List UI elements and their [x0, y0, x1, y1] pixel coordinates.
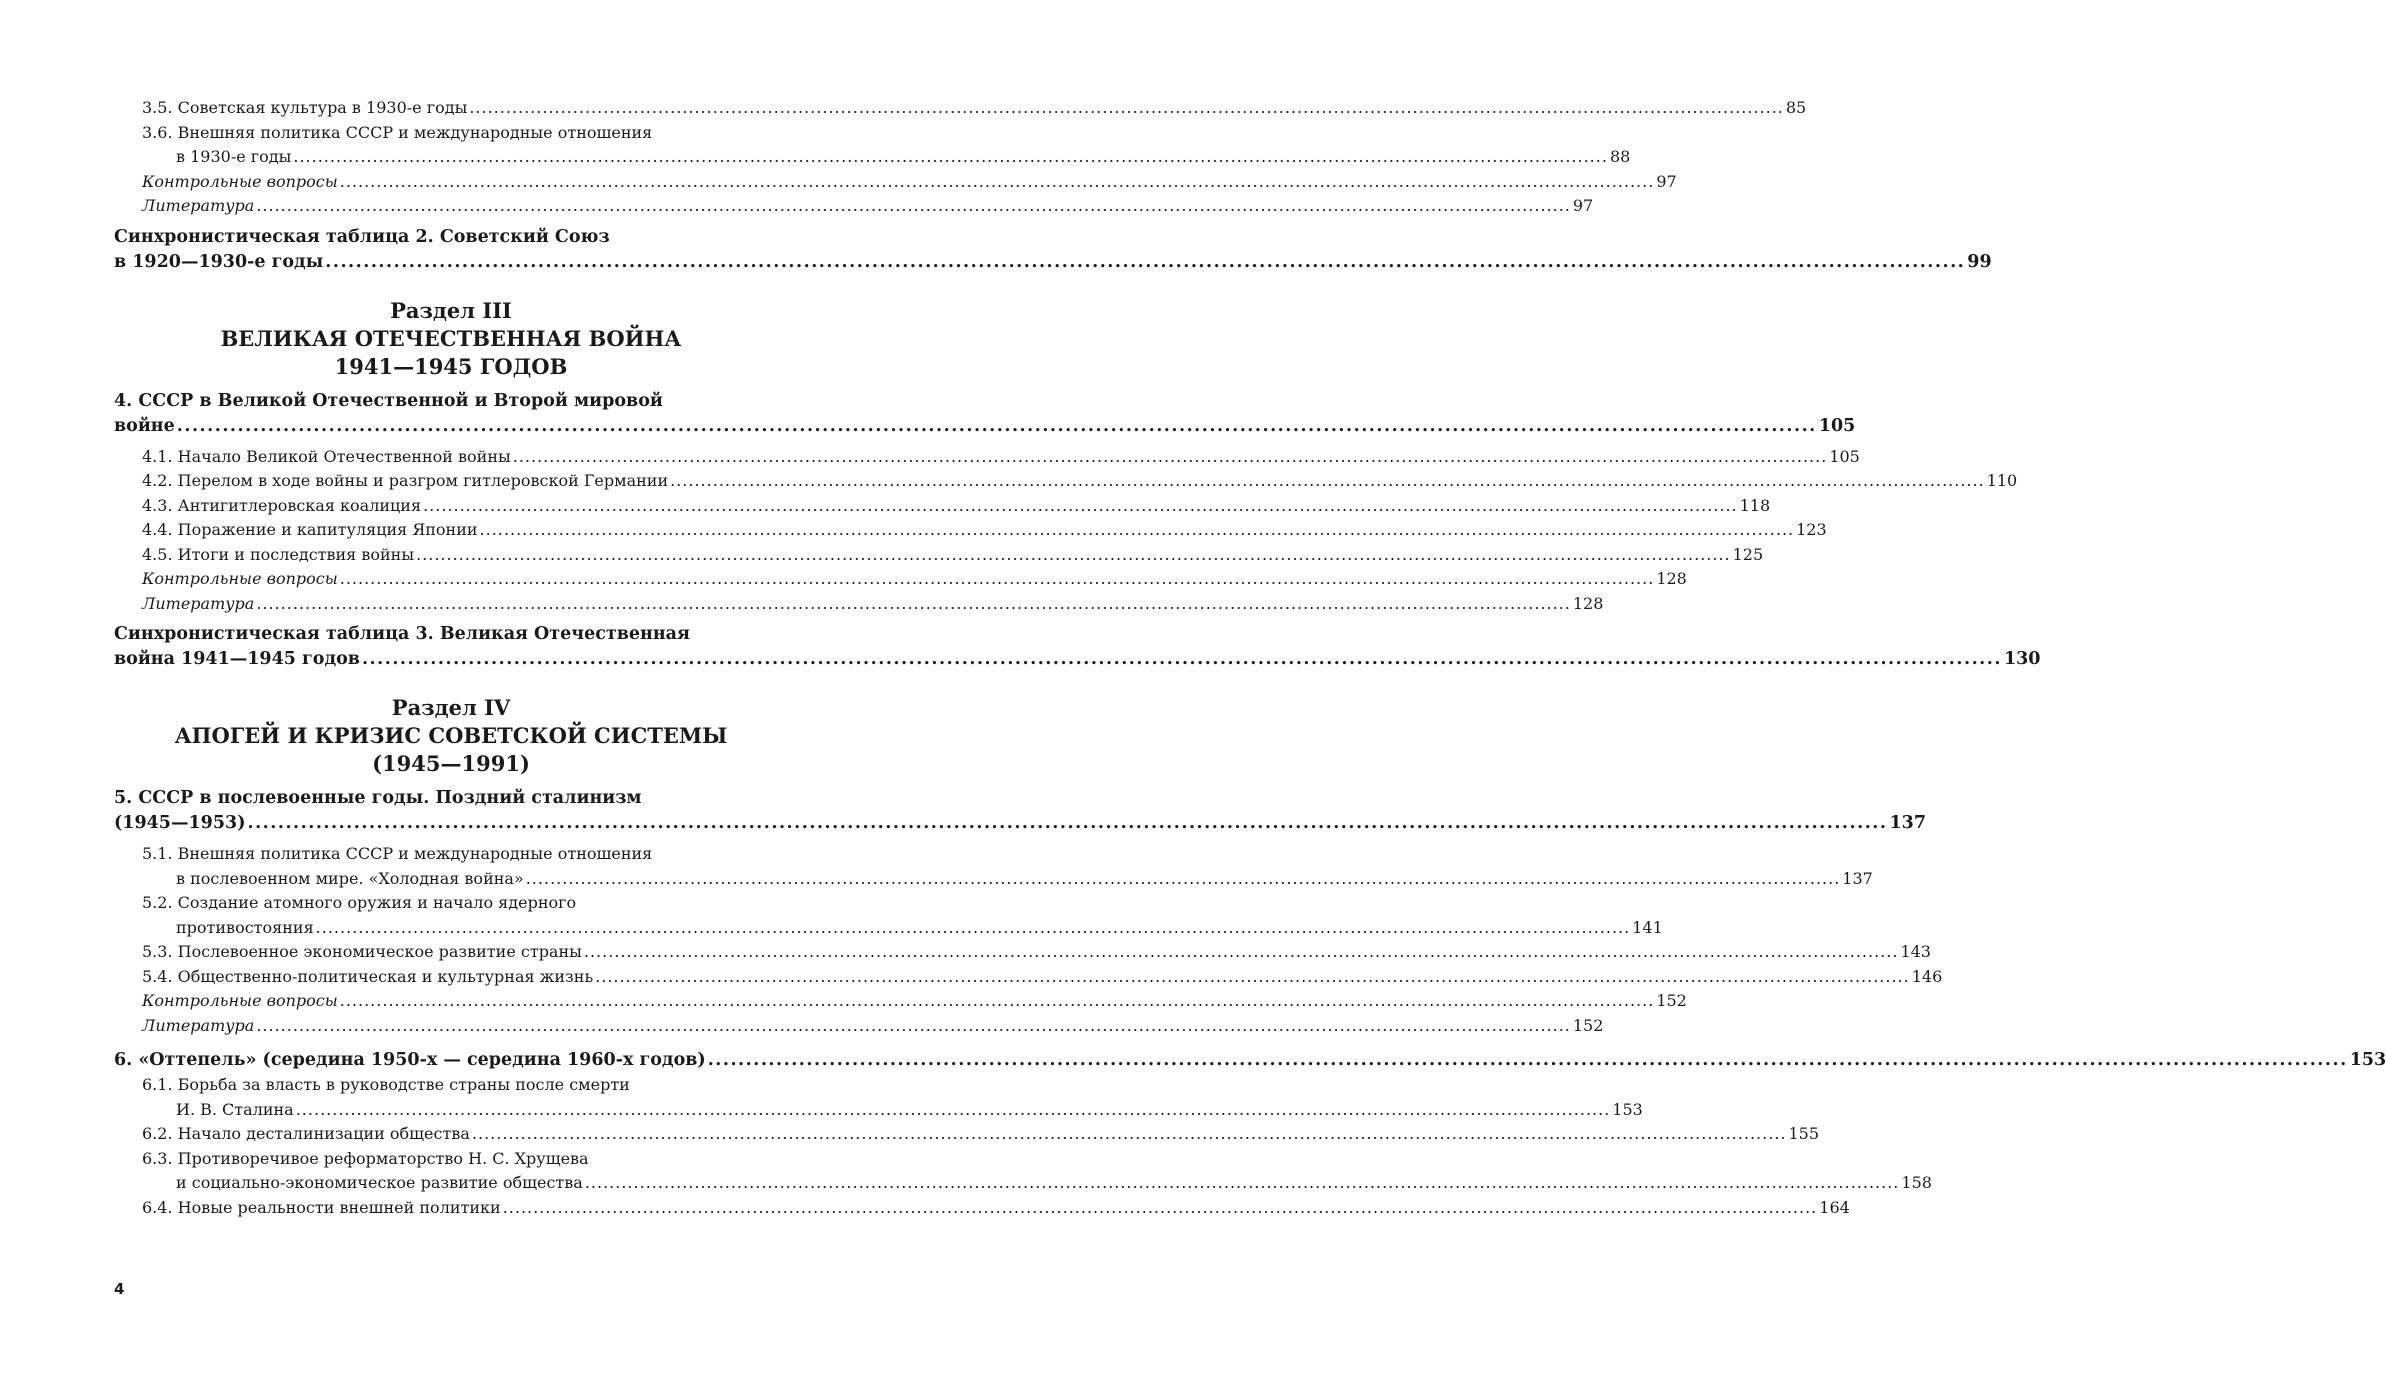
toc-entry-literature[interactable]: Литература ..... 128: [114, 592, 788, 617]
entry-page: 130: [2003, 649, 2041, 669]
entry-title-cont: войне: [114, 415, 175, 436]
entry-page: 152: [1572, 1015, 1604, 1035]
toc-entry-5-3[interactable]: 5.3. Послевоенное экономическое развитие страны ..... 143: [114, 940, 788, 965]
entry-title-cont: (1945—1953): [114, 813, 246, 833]
toc-entry-4-3[interactable]: 4.3. Антигитлеровская коалиция ..... 118: [114, 494, 788, 519]
entry-page: 137: [1842, 868, 1873, 888]
entry-page: 128: [1656, 569, 1687, 588]
chapter6-items: [114, 1073, 1932, 1220]
chapter4-items: [114, 445, 2018, 617]
toc-entry-questions[interactable]: Контрольные вопросы ..... 128: [114, 567, 788, 592]
entry-page: 146: [1911, 966, 1943, 986]
entry-title: 4. СССР в Великой Отечественной и Второй мировой: [114, 390, 663, 411]
chapter5-items: [114, 842, 1943, 1038]
toc-entry-5-4[interactable]: 5.4. Общественно-политическая и культурная жизнь ..... 146: [114, 965, 788, 990]
entry-title-cont: война 1941—1945 годов: [114, 649, 360, 669]
entry-page: 153: [1612, 1099, 1643, 1119]
toc-entry-6-4[interactable]: 6.4. Новые реальности внешней политики ..... 164: [114, 1196, 788, 1221]
chapter3-items: [114, 96, 1807, 219]
entry-page: 123: [1796, 520, 1827, 539]
entry-title: Синхронистическая таблица 3. Великая Отечественная: [114, 624, 690, 644]
toc-entry-4-5[interactable]: 4.5. Итоги и последствия войны ..... 125: [114, 543, 788, 568]
toc-chapter-5[interactable]: [114, 786, 1927, 836]
entry-title: Контрольные вопросы: [142, 171, 338, 191]
toc-entry-literature[interactable]: Литература ..... 152: [114, 1014, 788, 1039]
toc-entry-3-6[interactable]: [114, 121, 1631, 170]
section-heading-3: Раздел III ВЕЛИКАЯ ОТЕЧЕСТВЕННАЯ ВОЙНА 1941—1945 ГОДОВ: [220, 297, 682, 379]
entry-title: 6. «Оттепель» (середина 1950-х — середина 1960-х годов): [114, 1050, 706, 1070]
entry-page: 152: [1656, 991, 1687, 1010]
entry-title: Литература: [142, 196, 255, 215]
entry-title: Синхронистическая таблица 2. Советский Союз: [114, 226, 610, 247]
entry-page: 97: [1572, 196, 1594, 215]
toc-chapter-4[interactable]: [114, 389, 1856, 439]
entry-page: 105: [1818, 415, 1856, 436]
entry-title-cont: в 1930-е годы: [176, 147, 292, 166]
toc-chapter-6[interactable]: [114, 1048, 2386, 1073]
toc-entry-5-2[interactable]: 5.2. Создание атомного оружия и начало ядерного противостояния ..... 141: [114, 891, 788, 940]
toc-entry-table3[interactable]: [114, 622, 2041, 672]
entry-page: 97: [1656, 171, 1677, 191]
entry-page: 143: [1900, 942, 1931, 961]
toc-entry-4-1[interactable]: 4.1. Начало Великой Отечественной войны ..... 105: [114, 445, 788, 470]
entry-page: 153: [2349, 1050, 2386, 1070]
entry-page: 158: [1901, 1173, 1932, 1192]
toc-entry-4-2[interactable]: 4.2. Перелом в ходе войны и разгром гитлеровской Германии ..... 110: [114, 469, 788, 494]
entry-page: 105: [1829, 446, 1860, 466]
entry-title-cont: в 1920—1930-е годы: [114, 251, 324, 272]
entry-page: 128: [1572, 593, 1604, 613]
entry-page: 155: [1788, 1124, 1819, 1143]
toc-entry-questions[interactable]: Контрольные вопросы ..... 152: [114, 989, 788, 1014]
toc-entry-table2[interactable]: [114, 225, 1992, 275]
page-number: 4: [114, 1280, 125, 1298]
entry-page: 125: [1732, 544, 1764, 564]
entry-page: 85: [1785, 98, 1807, 117]
toc-entry-6-2[interactable]: 6.2. Начало десталинизации общества ..... 155: [114, 1122, 788, 1147]
toc-entry-literature[interactable]: [114, 194, 1594, 219]
entry-page: 118: [1739, 495, 1771, 515]
toc-entry-6-3[interactable]: 6.3. Противоречивое реформаторство Н. С. Хрущева и социально-экономическое развитие общества ..... 158: [114, 1147, 788, 1196]
entry-page: 164: [1819, 1197, 1850, 1217]
entry-title: 3.6. Внешняя политика СССР и международные отношения: [142, 122, 653, 142]
entry-page: 88: [1609, 147, 1631, 166]
entry-page: 110: [1986, 471, 2018, 490]
entry-title: 5. СССР в послевоенные годы. Поздний сталинизм: [114, 788, 642, 808]
entry-page: 141: [1632, 917, 1663, 937]
toc-entry-6-1[interactable]: 6.1. Борьба за власть в руководстве страны после смерти И. В. Сталина ..... 153: [114, 1073, 788, 1122]
table-of-contents: [114, 96, 2386, 1220]
toc-entry-3-5[interactable]: [114, 96, 1807, 121]
entry-page: 137: [1889, 813, 1927, 833]
toc-entry-questions[interactable]: [114, 170, 1677, 195]
toc-entry-4-4[interactable]: 4.4. Поражение и капитуляция Японии ..... 123: [114, 518, 788, 543]
toc-entry-5-1[interactable]: 5.1. Внешняя политика СССР и международные отношения в послевоенном мире. «Холодная война» ..... 137: [114, 842, 788, 891]
entry-title: 3.5. Советская культура в 1930-е годы: [142, 98, 468, 117]
section-heading-4: Раздел IV АПОГЕЙ И КРИЗИС СОВЕТСКОЙ СИСТЕМЫ (1945—1991): [174, 695, 728, 776]
entry-page: 99: [1967, 251, 1992, 272]
